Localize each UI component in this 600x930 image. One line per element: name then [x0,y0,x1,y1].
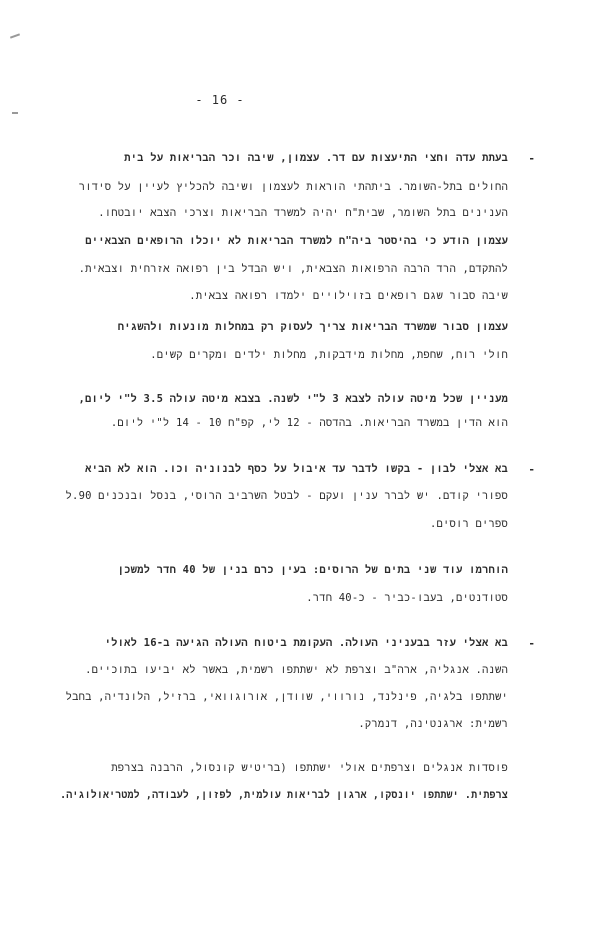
text-line: להתקדם, הרד הרבה הרפואות הצבאית, ויש הבדל בין רפואה אזרחית וצבאית. [78,263,508,275]
text-line: צרפתית. ישתתפו יונסקו, ארגון לבריאות עולמית, לפזון, לעבודה, למטריאולוגיה. [60,789,508,801]
text-line: הוא הדין במשרד הבריאות. בהדסה - 12 לי, קפ"ח 10 - 14 ל"י ליום. [110,417,508,429]
text-line: מעניין שכל מיטה עולה לצבא 3 ל"י לשנה. בצבא מיטה עולה 3.5 ל"י ליום, [78,393,508,405]
text-line: חולי רוח, שחפת, מחלות מידבקות, מחלות ילדים ומקרים קשים. [150,349,508,361]
text-line: ספורי קודם. יש לברר ענין ועקם - לבטל השרביב הרוסי, בנסל ובנכנים 90.ל [65,490,508,502]
paragraph-dash: - [528,463,535,476]
text-line: ספרים רוסים. [429,518,508,530]
text-line: הוחרמו עוד שני בתים של הרוסים: בעין כרם בנין של 40 חדר למשכן [117,564,508,576]
text-line: הענינים בתל השומר, שבית"ח יהיה למשרד הבריאות וצרכי הצבא יובטחו. [98,207,508,219]
text-line: שיבה סבור שגם רופאים בזוילויים ילמדו רפואה צבאית. [189,290,508,302]
text-line: עצמון סבור שמשרד הבריאות צריך לעסוק רק במחלות מונעות ולהשגיח [117,321,508,333]
text-line: רשמית: ארגנטינה, דנמרק. [358,718,508,730]
text-line: החולים בתל-השומר. ביתהתי הוראות לעצמון ושיבה להכליץ לעיין על סידור [78,181,508,193]
text-line: השנה. אנגליה, ארה"ב וצרפת לא ישתתפו רשמית, באשר לא יביעו בתוכיים. [85,664,508,676]
text-line: פוסדות אנגלים וצרפתים אולי ישתתפו (בריטיש קונסול, הרבנה בצרפת [111,762,508,774]
scan-mark [10,33,20,38]
text-line: בעתת עדה וחצי התיעצות עם דר. עצמון, שיבה וכר הבריאות על בית [124,152,508,164]
paragraph-dash: - [528,152,535,165]
page-number: - 16 - [195,93,245,107]
scan-mark [12,112,18,114]
text-line: עצמון הודע כי בהיסטר ביה"ח למשרד הבריאות לא יוכלו הרופאים הצבאיים [85,235,508,247]
paragraph-dash: - [528,637,535,650]
text-line: ישתתפו בלגיה, פינלנד, נורווי, שוודן, אורוגוואי, ברזיל, הלונדיה, בחבל [65,691,508,703]
text-line: בא אצלי לבון - בקשו לדבר עד איבול על כסף לבנוניה וכו. הוא לא הביא [85,463,508,475]
text-line: בא אצלי עזר בבעניני העולה. העקומת ביטוח העולה הגיעה ב-16 לאולי [104,637,508,649]
text-line: סטודנטים, בעבו-כביר - כ-40 חדר. [306,592,508,604]
